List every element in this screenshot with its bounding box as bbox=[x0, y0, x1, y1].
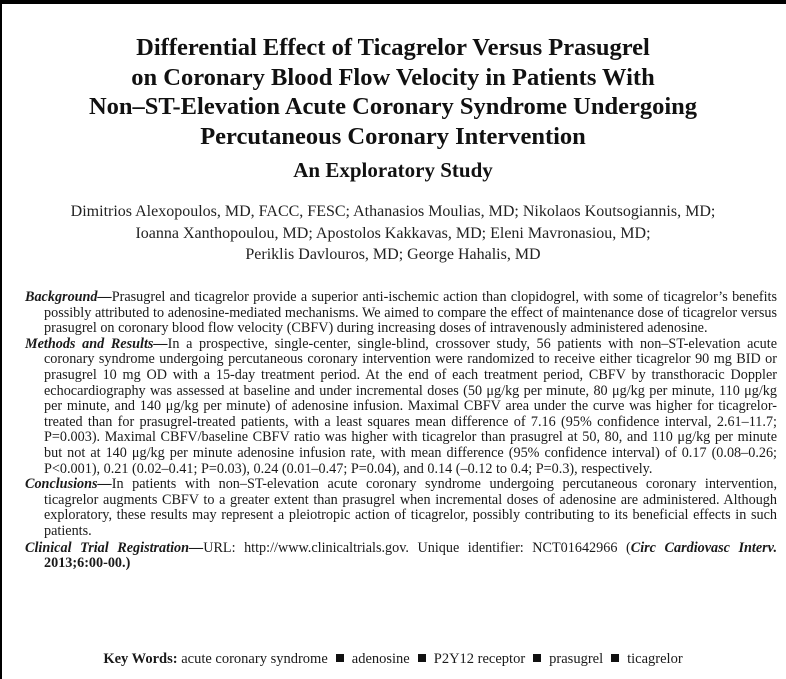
author-line: Ioanna Xanthopoulou, MD; Apostolos Kakkavas, MD; Eleni Mavronasiou, MD; bbox=[135, 224, 651, 242]
keyword: prasugrel bbox=[549, 651, 604, 667]
abstract-background bbox=[25, 290, 777, 337]
author-line: Periklis Davlouros, MD; George Hahalis, MD bbox=[245, 246, 541, 263]
keyword: ticagrelor bbox=[627, 651, 683, 667]
title-line: Non–ST-Elevation Acute Coronary Syndrome Undergoing bbox=[88, 93, 698, 120]
square-bullet-icon bbox=[611, 654, 619, 662]
author-list bbox=[0, 201, 786, 266]
title-line: Differential Effect of Ticagrelor Versus Prasugrel bbox=[136, 34, 650, 61]
title-line: Percutaneous Coronary Intervention bbox=[200, 122, 586, 150]
section-text: Prasugrel and ticagrelor provide a superior anti-ischemic action than clopidogrel, with some of ticagrelor’s benefits possibly attributed to adenosine-mediated mechanisms. We aimed to compare the effect of maintenance dose of ticagrelor versus prasugrel on coronary blood flow velocity (CBFV) during increasing doses of intravenously administered adenosine. bbox=[44, 289, 777, 337]
citation-open: ( bbox=[626, 539, 631, 556]
article-title bbox=[0, 33, 786, 151]
square-bullet-icon bbox=[533, 654, 541, 662]
square-bullet-icon bbox=[418, 654, 426, 662]
title-line: on Coronary Blood Flow Velocity in Patients With bbox=[131, 63, 655, 91]
abstract bbox=[25, 290, 777, 572]
top-rule bbox=[0, 0, 786, 4]
section-heading: Methods and Results— bbox=[25, 335, 168, 352]
keywords bbox=[0, 650, 786, 668]
abstract-trial-registration bbox=[25, 541, 777, 572]
keyword: acute coronary syndrome bbox=[181, 651, 328, 667]
keyword: P2Y12 receptor bbox=[433, 651, 526, 667]
abstract-methods-results bbox=[25, 337, 777, 477]
abstract-conclusions bbox=[25, 477, 777, 539]
keywords-label: Key Words: bbox=[103, 651, 178, 667]
section-text: URL: http://www.clinicaltrials.gov. Unique identifier: NCT01642966 bbox=[203, 539, 626, 556]
section-heading: Conclusions— bbox=[25, 476, 112, 493]
section-heading: Clinical Trial Registration— bbox=[25, 539, 204, 556]
section-heading: Background— bbox=[25, 289, 112, 305]
author-line: Dimitrios Alexopoulos, MD, FACC, FESC; Athanasios Moulias, MD; Nikolaos Koutsogiannis, MD; bbox=[70, 203, 716, 220]
article-subtitle: An Exploratory Study bbox=[293, 158, 493, 182]
citation-details: 2013;6:00-00.) bbox=[44, 555, 131, 572]
section-text: In patients with non–ST-elevation acute coronary syndrome undergoing percutaneous coronary intervention, ticagrelor augments CBFV to a greater extent than prasugrel when incremental doses of adenosine are administered. Although exploratory, these results may represent a pleiotropic action of ticagrelor, possibly contributing to its beneficial effects in such patients. bbox=[44, 476, 777, 539]
section-text: In a prospective, single-center, single-blind, crossover study, 56 patients with non–ST-elevation acute coronary syndrome undergoing percutaneous coronary intervention were randomized to receive either ticagrelor 90 mg BID or prasugrel 10 mg OD with a 15-day treatment period. At the end of each treatment period, CBFV by transthoracic Doppler echocardiography was assessed at baseline and under incremental doses (50 μg/kg per minute, 80 μg/kg per minute, 110 μg/kg per minute, and 140 μg/kg per minute) of adenosine infusion. Maximal CBFV area under the curve was higher for ticagrelor-treated than for prasugrel-treated patients, with a least squares mean difference of 7.16 (95% confidence interval, 2.61–11.7; P=0.003). Maximal CBFV/baseline CBFV ratio was higher with ticagrelor than prasugrel at 50, 80, and 110 μg/kg per minute but not at 140 μg/kg per minute adenosine infusion rate, with mean difference (95% confidence interval) of 0.17 (0.08–0.26; P<0.001), 0.21 (0.02–0.41; P=0.03), 0.24 (0.01–0.47; P=0.04), and 0.14 (–0.12 to 0.4; P=0.3), respectively. bbox=[44, 335, 777, 477]
keyword: adenosine bbox=[351, 651, 410, 667]
square-bullet-icon bbox=[336, 654, 344, 662]
citation-journal: Circ Cardiovasc Interv. bbox=[630, 539, 777, 556]
